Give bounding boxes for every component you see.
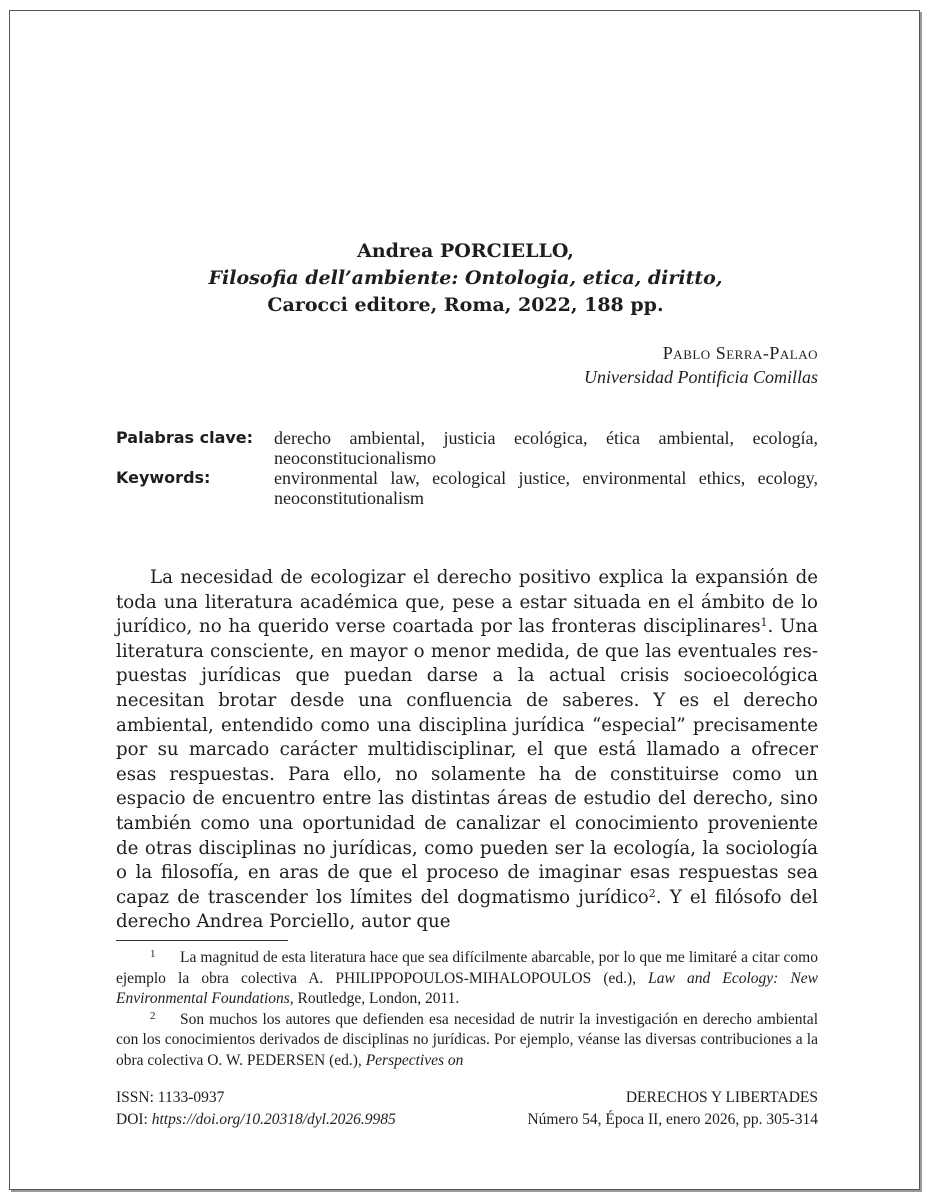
review-title-block (0, 238, 931, 319)
footnote-ref-2[interactable]: 2 (648, 886, 656, 900)
keywords-en-label: Keywords: (116, 468, 211, 487)
doi-line (116, 1109, 396, 1131)
doi-label: DOI: (116, 1111, 152, 1128)
footnote-text: La magnitud de esta literatura hace que sea difícilmente abarcable, por lo que me limitaré a citar como ejemplo la obra colectiva A. PHILIPPOPOULOS-MIHALOPOULOS (ed.), (116, 949, 818, 987)
footnotes (116, 948, 818, 1071)
footnote-italic: Perspectives on (365, 1051, 464, 1069)
book-title: Filosofia dell’ambiente: Ontologia, etica, diritto, (208, 267, 723, 289)
footnote-separator (116, 940, 288, 941)
footer-left (116, 1087, 396, 1131)
issn: ISSN: 1133-0937 (116, 1089, 225, 1106)
reviewer-affiliation: Universidad Pontificia Comillas (584, 367, 818, 387)
reviewer-name: Pablo Serra-Palao (662, 343, 818, 363)
book-author: Andrea PORCIELLO, (357, 240, 574, 262)
keywords-en (116, 468, 818, 508)
footnote-italic: Law and Ecology: New Environmental Foundations (116, 969, 818, 1007)
issue-info: Número 54, Época II, enero 2026, pp. 305-314 (527, 1111, 818, 1128)
footnote-1: 1 La magnitud de esta literatura hace que sea difícilmente abarcable, por lo que me limitaré a citar como ejemplo la obra colectiva A. PHILIPPOPOULOS-MIHALOPOULOS (ed.), Law and Ecology: New Environmental Foundations, Routledge, London, 2011. (116, 948, 818, 1007)
footnote-text-after: , Routledge, London, 2011. (289, 990, 460, 1007)
footnote-ref-1[interactable]: 1 (760, 616, 768, 630)
book-publisher: Carocci editore, Roma, 2022, 188 pp. (267, 294, 664, 316)
keywords-es-text: derecho ambiental, justicia ecológica, ética ambiental, ecología, neoconstitucionalismo (274, 428, 818, 468)
footnote-text: Son muchos los autores que defienden esa necesidad de nutrir la investigación en derecho ambiental con los conocimientos derivados de disciplinas no jurídicas. Por ejemplo, véanse las diversas contribuciones a la obra colectiva O. W. PEDERSEN (ed.), (116, 1010, 818, 1069)
doi-link[interactable]: https://doi.org/10.20318/dyl.2026.9985 (151, 1111, 396, 1128)
body-text-1: La necesidad de ecologizar el derecho positivo explica la expansión de toda una literatura académica que, pese a estar situada en el ámbito de lo jurídico, no ha querido verse coartada por las fronteras disciplinares (116, 567, 818, 638)
keywords-en-text: environmental law, ecological justice, environmental ethics, ecology, neoconstitutionalism (274, 468, 818, 508)
body-text-2: . Una literatura consciente, en mayor o menor medida, de que las eventuales respuestas jurídicas que puedan darse a la actual crisis socioecológica necesitan brotar desde una confluencia de saberes. Y es el derecho ambiental, entendido como una disciplina jurídica “especial” precisamente por su marcado carácter multidisciplinar, el que está llamado a ofrecer esas respuestas. Para ello, no solamente ha de constituirse como un espacio de encuentro entre las distintas áreas de estudio del derecho, sino también como una oportunidad de canalizar el conocimiento proveniente de otras disciplinas no jurídicas, como pueden ser la ecología, la sociología o la filosofía, en aras de que el proceso de imaginar esas respuestas sea capaz de trascender los límites del dogmatismo jurídico (116, 616, 818, 908)
journal-name: DERECHOS Y LIBERTADES (625, 1089, 818, 1106)
keywords-es (116, 428, 818, 468)
footer-right (527, 1087, 818, 1131)
footnote-2: 2 Son muchos los autores que defienden esa necesidad de nutrir la investigación en derecho ambiental con los conocimientos derivados de disciplinas no jurídicas. Por ejemplo, véanse las diversas contribuciones a la obra colectiva O. W. PEDERSEN (ed.), Perspectives on (116, 1009, 818, 1069)
keywords-es-label: Palabras clave: (116, 428, 254, 447)
body-text-3: . Y el filósofo del derecho Andrea Porciello, autor que (116, 886, 818, 933)
body-paragraph (116, 566, 818, 935)
reviewer-block (584, 341, 818, 389)
